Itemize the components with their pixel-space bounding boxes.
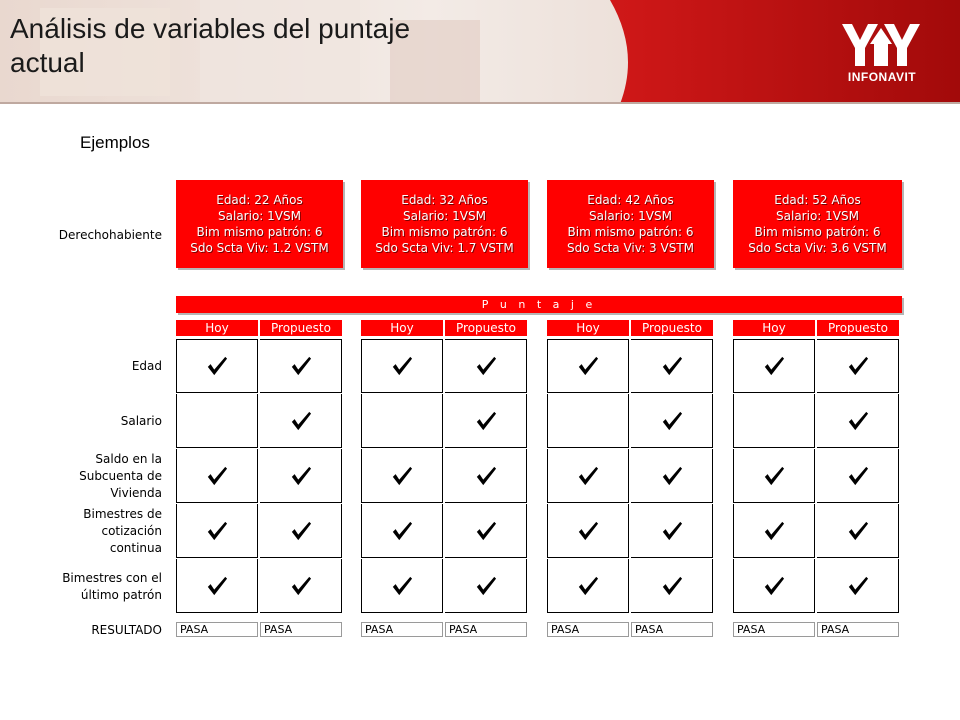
checkmark-icon: [475, 575, 497, 597]
subtitle: Ejemplos: [80, 133, 150, 152]
column-header-propuesto: Propuesto: [631, 320, 713, 336]
checkmark-icon: [847, 465, 869, 487]
row-label-bimestres: [20, 506, 162, 557]
example-card-4: [733, 180, 902, 268]
score-cell-ultimo: [260, 559, 342, 613]
checkmark-icon: [206, 355, 228, 377]
row-label-resultado: RESULTADO: [91, 623, 162, 637]
checkmark-icon: [577, 520, 599, 542]
score-cell-bimestres: [445, 504, 527, 558]
score-cell-ultimo: [817, 559, 899, 613]
score-cell-ultimo: [733, 559, 815, 613]
card-line: Edad: 32 Años: [401, 193, 488, 207]
score-cell-ultimo: [631, 559, 713, 613]
row-label-line: Saldo en la: [95, 452, 162, 466]
score-cell-saldo: [631, 449, 713, 503]
column-header-hoy: Hoy: [733, 320, 815, 336]
card-line: Salario: 1VSM: [403, 209, 486, 223]
row-label-line: Subcuenta de: [79, 469, 162, 483]
card-line: Salario: 1VSM: [589, 209, 672, 223]
checkmark-icon: [577, 575, 599, 597]
logo-text: INFONAVIT: [847, 70, 917, 84]
row-label-line: continua: [109, 541, 162, 555]
row-label-salario: Salario: [120, 414, 162, 428]
score-cell-saldo: [445, 449, 527, 503]
column-header-propuesto: Propuesto: [817, 320, 899, 336]
checkmark-icon: [577, 355, 599, 377]
score-cell-bimestres: [547, 504, 629, 558]
row-label-edad: Edad: [131, 359, 162, 373]
checkmark-icon: [763, 520, 785, 542]
score-cell-saldo: [733, 449, 815, 503]
slide-title: Análisis de variables del puntaje actual: [10, 13, 411, 78]
score-cell-bimestres: [631, 504, 713, 558]
card-line: Sdo Scta Viv: 3.6 VSTM: [748, 241, 887, 255]
row-label-line: Bimestres con el: [62, 571, 162, 585]
score-cell-edad: [733, 339, 815, 393]
checkmark-icon: [661, 575, 683, 597]
score-cell-saldo: [547, 449, 629, 503]
score-cell-salario: [733, 394, 815, 448]
row-label-line: último patrón: [80, 588, 162, 602]
checkmark-icon: [661, 520, 683, 542]
score-cell-bimestres: [817, 504, 899, 558]
header-banner: [0, 0, 960, 104]
result-cell: PASA: [260, 622, 342, 637]
score-cell-ultimo: [445, 559, 527, 613]
checkmark-icon: [475, 410, 497, 432]
result-cell: PASA: [817, 622, 899, 637]
result-cell: PASA: [361, 622, 443, 637]
row-label-line: Vivienda: [110, 486, 162, 500]
checkmark-icon: [847, 410, 869, 432]
score-cell-saldo: [176, 449, 258, 503]
checkmark-icon: [475, 520, 497, 542]
example-card-3: [547, 180, 714, 268]
column-header-hoy: Hoy: [361, 320, 443, 336]
card-line: Bim mismo patrón: 6: [567, 225, 694, 239]
puntaje-header: P u n t a j e: [176, 296, 902, 313]
score-cell-salario: [631, 394, 713, 448]
column-header-hoy: Hoy: [547, 320, 629, 336]
score-cell-edad: [547, 339, 629, 393]
card-line: Salario: 1VSM: [776, 209, 859, 223]
card-line: Bim mismo patrón: 6: [196, 225, 323, 239]
column-header-propuesto: Propuesto: [260, 320, 342, 336]
checkmark-icon: [290, 520, 312, 542]
checkmark-icon: [577, 465, 599, 487]
score-cell-saldo: [260, 449, 342, 503]
score-cell-salario: [817, 394, 899, 448]
card-line: Sdo Scta Viv: 1.7 VSTM: [375, 241, 514, 255]
checkmark-icon: [391, 520, 413, 542]
checkmark-icon: [475, 355, 497, 377]
row-label-derechohabiente: Derechohabiente: [58, 228, 162, 242]
checkmark-icon: [847, 355, 869, 377]
checkmark-icon: [206, 520, 228, 542]
checkmark-icon: [763, 575, 785, 597]
card-line: Edad: 22 Años: [216, 193, 303, 207]
checkmark-icon: [847, 520, 869, 542]
result-cell: PASA: [547, 622, 629, 637]
checkmark-icon: [290, 355, 312, 377]
card-line: Edad: 52 Años: [774, 193, 861, 207]
checkmark-icon: [763, 465, 785, 487]
row-label-line: cotización: [101, 524, 162, 538]
card-line: Sdo Scta Viv: 3 VSTM: [566, 241, 695, 255]
score-cell-bimestres: [733, 504, 815, 558]
score-cell-salario: [176, 394, 258, 448]
score-cell-ultimo: [361, 559, 443, 613]
checkmark-icon: [206, 465, 228, 487]
score-cell-ultimo: [547, 559, 629, 613]
checkmark-icon: [290, 575, 312, 597]
checkmark-icon: [391, 355, 413, 377]
score-cell-bimestres: [260, 504, 342, 558]
column-header-propuesto: Propuesto: [445, 320, 527, 336]
score-cell-salario: [260, 394, 342, 448]
card-line: Sdo Scta Viv: 1.2 VSTM: [190, 241, 329, 255]
score-cell-edad: [817, 339, 899, 393]
row-label-line: Bimestres de: [83, 507, 162, 521]
checkmark-icon: [290, 410, 312, 432]
checkmark-icon: [763, 355, 785, 377]
row-label-saldo: [20, 451, 162, 502]
score-cell-saldo: [817, 449, 899, 503]
score-cell-edad: [445, 339, 527, 393]
checkmark-icon: [475, 465, 497, 487]
card-line: Bim mismo patrón: 6: [381, 225, 508, 239]
card-line: Bim mismo patrón: 6: [754, 225, 881, 239]
example-card-1: [176, 180, 343, 268]
checkmark-icon: [391, 465, 413, 487]
score-cell-bimestres: [361, 504, 443, 558]
score-cell-salario: [445, 394, 527, 448]
column-header-hoy: Hoy: [176, 320, 258, 336]
score-cell-edad: [631, 339, 713, 393]
score-cell-salario: [361, 394, 443, 448]
checkmark-icon: [290, 465, 312, 487]
score-cell-bimestres: [176, 504, 258, 558]
result-cell: PASA: [631, 622, 713, 637]
card-line: Salario: 1VSM: [218, 209, 301, 223]
score-cell-edad: [361, 339, 443, 393]
score-cell-saldo: [361, 449, 443, 503]
result-cell: PASA: [445, 622, 527, 637]
result-cell: PASA: [733, 622, 815, 637]
checkmark-icon: [847, 575, 869, 597]
score-cell-ultimo: [176, 559, 258, 613]
checkmark-icon: [661, 355, 683, 377]
result-cell: PASA: [176, 622, 258, 637]
score-cell-edad: [176, 339, 258, 393]
score-cell-salario: [547, 394, 629, 448]
checkmark-icon: [206, 575, 228, 597]
checkmark-icon: [661, 465, 683, 487]
row-label-ultimo: [20, 570, 162, 604]
example-card-2: [361, 180, 528, 268]
card-line: Edad: 42 Años: [587, 193, 674, 207]
checkmark-icon: [661, 410, 683, 432]
checkmark-icon: [391, 575, 413, 597]
score-cell-edad: [260, 339, 342, 393]
